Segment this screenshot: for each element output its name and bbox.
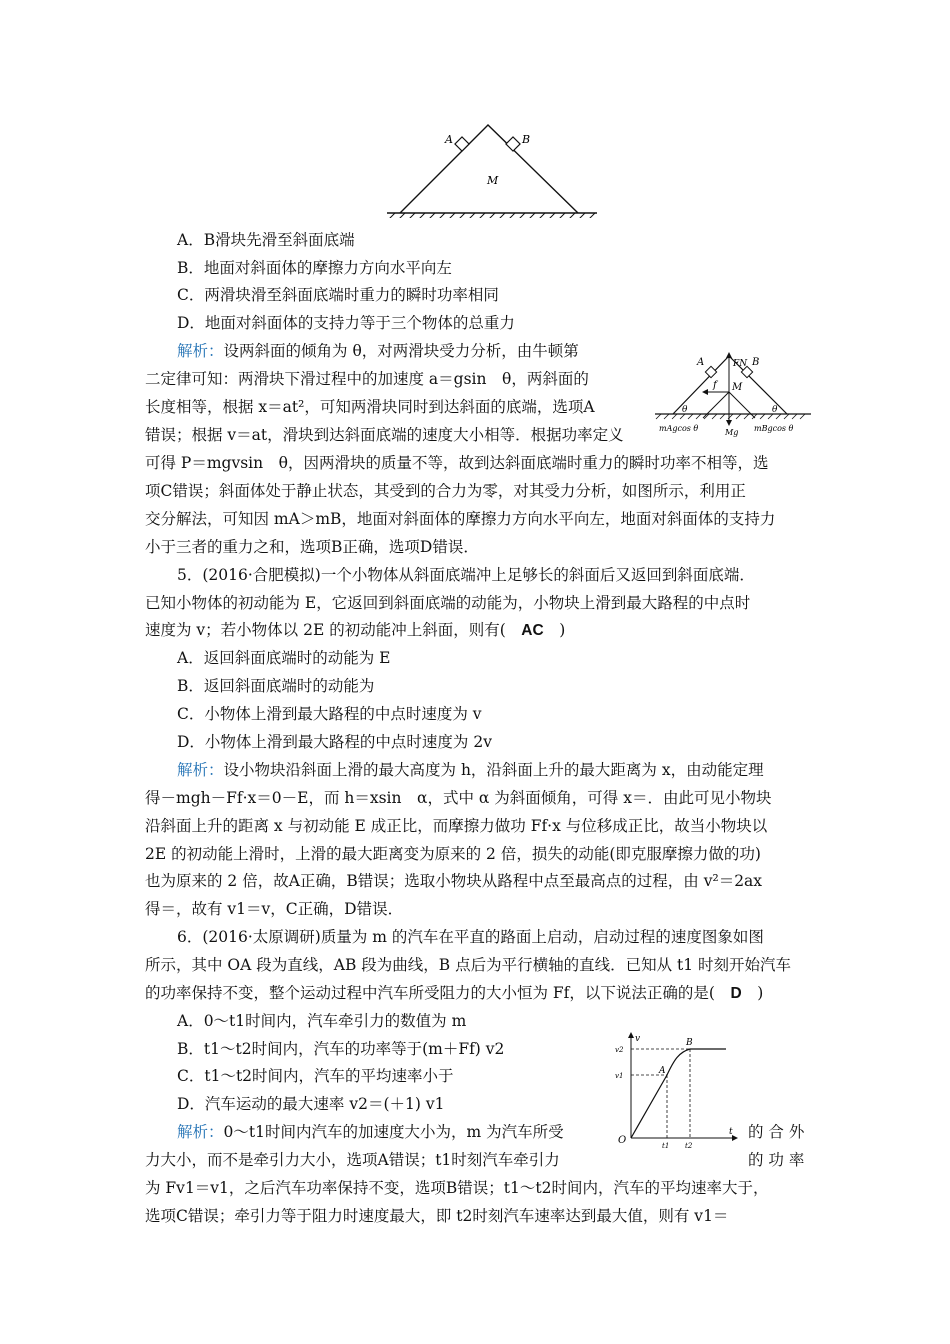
q5-stem-line-3 xyxy=(145,620,565,641)
fig2-label-a: A xyxy=(697,357,705,368)
q4-analysis-line-8: 小于三者的重力之和，选项B正确，选项D错误． xyxy=(145,538,479,556)
figure-force-analysis xyxy=(653,348,813,440)
vt-label-v2: v2 xyxy=(615,1046,624,1054)
q4-analysis-line-3: 长度相等，根据 x＝at²，可知两滑块同时到达斜面的底端，选项A xyxy=(145,398,595,416)
q4-option-b: B．地面对斜面体的摩擦力方向水平向左 xyxy=(177,259,452,277)
fig2-label-b: B xyxy=(752,357,760,368)
q6-stem-line-3 xyxy=(145,983,763,1004)
q6-stem-text-3: 的功率保持不变，整个运动过程中汽车所受阻力的大小恒为 Ff，以下说法正确的是( xyxy=(145,984,715,1002)
block-b xyxy=(506,137,520,151)
q4-option-d: D．地面对斜面体的支持力等于三个物体的总重力 xyxy=(177,314,515,332)
q5-analysis-label: 解析： xyxy=(177,761,224,779)
q4-analysis-line-6: 项C错误；斜面体处于静止状态，其受到的合力为零，对其受力分析，如图所示，利用正 xyxy=(145,482,746,500)
fig2-ground-hatch xyxy=(656,414,805,419)
q5-answer: AC xyxy=(521,622,544,639)
q5-analysis-text-1: 设小物块沿斜面上滑的最大高度为 h，沿斜面上升的最大距离为 x，由动能定理 xyxy=(223,761,764,779)
fig2-label-mg: Mg xyxy=(725,428,739,437)
q4-analysis-text-1: 设两斜面的倾角为 θ，对两滑块受力分析，由牛顿第 xyxy=(223,342,579,360)
fig1-label-a: A xyxy=(445,133,453,146)
q6-analysis-line-1 xyxy=(177,1122,564,1142)
vt-curve xyxy=(631,1049,726,1138)
vt-label-t2: t2 xyxy=(685,1142,693,1150)
q5-stem-close: ) xyxy=(559,621,566,639)
fig2-label-fn: FN xyxy=(733,359,748,369)
q5-option-d: D．小物体上滑到最大路程的中点时速度为 2v xyxy=(177,733,492,751)
fig2-incline xyxy=(673,356,787,414)
q4-analysis-label: 解析： xyxy=(177,342,224,360)
fig2-label-f: f xyxy=(713,380,717,391)
q4-option-a: A．B滑块先滑至斜面底端 xyxy=(177,231,355,249)
q5-option-b: B．返回斜面底端时的动能为 xyxy=(177,677,375,695)
q6-analysis-text-1: 0～t1时间内汽车的加速度大小为，m 为汽车所受 xyxy=(223,1123,564,1141)
vt-label-b: B xyxy=(686,1038,693,1048)
incline-triangle xyxy=(400,125,578,213)
q5-stem-line-2: 已知小物体的初动能为 E，它返回到斜面底端的动能为，小物块上滑到最大路程的中点时 xyxy=(145,594,751,612)
q5-option-a: A．返回斜面底端时的动能为 E xyxy=(177,649,391,667)
q4-analysis-line-1 xyxy=(177,341,579,361)
q6-stem-line-2: 所示，其中 OA 段为直线，AB 段为曲线，B 点后为平行横轴的直线．已知从 t1 时刻开始汽车 xyxy=(145,956,792,974)
q5-stem-text-3: 速度为 v；若小物体以 2E 的初动能冲上斜面，则有( xyxy=(145,621,506,639)
block-a xyxy=(455,137,469,151)
fig2-fn-arrowhead xyxy=(726,352,732,358)
q6-stem-close: ) xyxy=(757,984,764,1002)
fig2-label-mbg: mBgcos θ xyxy=(754,424,794,433)
q4-analysis-line-7: 交分解法，可知因 mA＞mB，地面对斜面体的摩擦力方向水平向左，地面对斜面体的支持力 xyxy=(145,510,776,528)
vt-label-v1: v1 xyxy=(615,1072,624,1080)
fig2-f-arrowhead xyxy=(702,389,708,395)
fig2-block-a xyxy=(705,366,716,377)
q5-analysis-line-6: 得＝，故有 v1＝v，C正确，D错误． xyxy=(145,900,404,918)
q4-analysis-line-2: 二定律可知：两滑块下滑过程中的加速度 a＝gsin θ，两斜面的 xyxy=(145,370,589,388)
q6-option-c: C．t1～t2时间内，汽车的平均速率小于 xyxy=(177,1067,454,1085)
q6-analysis-line-2: 力大小，而不是牵引力大小，选项A错误；t1时刻汽车牵引力 xyxy=(145,1151,560,1169)
q5-analysis-line-3: 沿斜面上升的距离 x 与初动能 E 成正比，而摩擦力做功 Ff·x 与位移成正比，故当小物块以 xyxy=(145,817,768,835)
fig1-label-b: B xyxy=(522,133,531,146)
q6-stem-line-1: 6．(2016·太原调研)质量为 m 的汽车在平直的路面上启动，启动过程的速度图象如图 xyxy=(177,928,764,946)
q6-analysis-line-3: 为 Fv1＝v1，之后汽车功率保持不变，选项B错误；t1～t2时间内，汽车的平均速率大于， xyxy=(145,1179,769,1197)
fig1-label-m: M xyxy=(487,174,499,187)
q5-analysis-line-1 xyxy=(177,760,764,780)
q5-option-c: C．小物体上滑到最大路程的中点时速度为 v xyxy=(177,705,482,723)
q6-option-d: D．汽车运动的最大速率 v2＝(＋1) v1 xyxy=(177,1095,445,1113)
q5-stem-line-1: 5．(2016·合肥模拟)一个小物体从斜面底端冲上足够长的斜面后又返回到斜面底端． xyxy=(177,566,755,584)
q6-analysis-right-1: 的 合 外 xyxy=(748,1123,805,1141)
figure-vt-graph xyxy=(612,1030,742,1150)
vt-label-a: A xyxy=(659,1066,666,1076)
figure-incline xyxy=(385,118,600,218)
q5-analysis-line-2: 得－mgh－Ff·x＝0－E，而 h＝xsin α，式中 α 为斜面倾角，可得 x＝．由此可见小物块 xyxy=(145,789,772,807)
fig2-mg-arrowhead xyxy=(726,420,732,426)
q4-analysis-line-4: 错误；根据 v＝at，滑块到达斜面底端的速度大小相等．根据功率定义 xyxy=(145,426,624,444)
vt-label-v: v xyxy=(635,1034,641,1044)
q6-analysis-label: 解析： xyxy=(177,1123,224,1141)
q6-analysis-line-4: 选项C错误；牵引力等于阻力时速度最大，即 t2时刻汽车速率达到最大值，则有 v1＝ xyxy=(145,1207,729,1225)
q6-option-b: B．t1～t2时间内，汽车的功率等于(m＋Ff) v2 xyxy=(177,1040,505,1058)
q5-analysis-line-4: 2E 的初动能上滑时，上滑的最大距离变为原来的 2 倍，损失的动能(即克服摩擦力做的功) xyxy=(145,845,761,863)
q4-option-c: C．两滑块滑至斜面底端时重力的瞬时功率相同 xyxy=(177,286,499,304)
q6-option-a: A．0～t1时间内，汽车牵引力的数值为 m xyxy=(177,1012,467,1030)
q5-analysis-line-5: 也为原来的 2 倍，故A正确，B错误；选取小物块从路程中点至最高点的过程，由 v²＝2ax xyxy=(145,872,763,890)
fig2-theta-left: θ xyxy=(682,405,688,415)
q6-analysis-right-2: 的 功 率 xyxy=(748,1151,805,1169)
q4-analysis-line-5: 可得 P＝mgvsin θ，因两滑块的质量不等，故到达斜面底端时重力的瞬时功率不相等，选 xyxy=(145,454,769,472)
fig2-label-m: M xyxy=(732,382,743,393)
vt-axis-t-arrow xyxy=(732,1135,738,1141)
q6-answer: D xyxy=(730,985,742,1002)
vt-axis-v-arrow xyxy=(628,1032,634,1038)
fig2-theta-right: θ xyxy=(772,405,778,415)
vt-label-t: t xyxy=(729,1127,733,1137)
vt-label-t1: t1 xyxy=(662,1142,670,1150)
fig2-label-mag: mAgcos θ xyxy=(659,424,699,433)
ground-hatch xyxy=(389,213,595,218)
vt-label-o: O xyxy=(618,1135,627,1146)
